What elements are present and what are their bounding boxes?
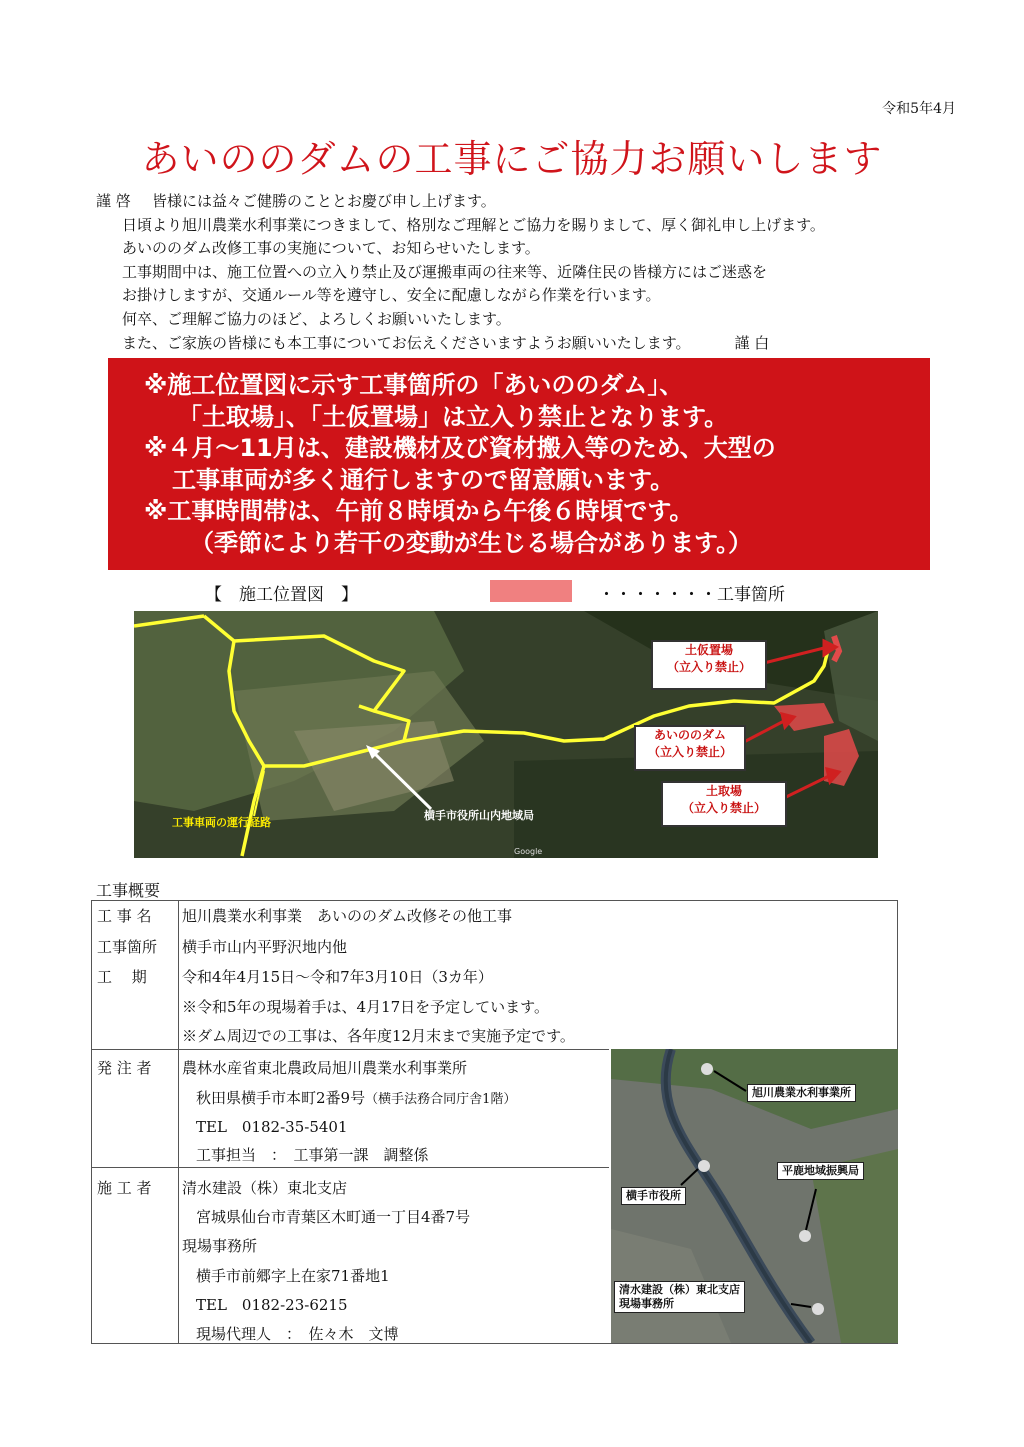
value-orderer: 農林水産省東北農政局旭川農業水利事業所 xyxy=(182,1059,468,1077)
notice-line: 工事車両が多く通行しますので留意願います。 xyxy=(172,465,675,494)
notice-line: 「土取場」、「土仮置場」は立入り禁止となります。 xyxy=(178,402,729,431)
letter-line: あいののダム改修工事の実施について、お知らせいたします。 xyxy=(122,239,540,258)
site-office-tel: TEL 0182-23-6215 xyxy=(196,1296,348,1314)
notice-line: ※施工位置図に示す工事箇所の「あいののダム」、 xyxy=(144,371,684,399)
table-divider xyxy=(92,1167,609,1168)
value-period: 令和4年4月15日～令和7年3月10日（3カ年） xyxy=(182,968,493,986)
office-label: 横手市役所山内地域局 xyxy=(424,809,534,822)
value-location: 横手市山内平野沢地内他 xyxy=(182,938,348,956)
letter-closing: 謹 白 xyxy=(734,333,770,352)
orderer-tel: TEL 0182-35-5401 xyxy=(196,1118,348,1136)
letter-line: また、ご家族の皆様にも本工事についてお伝えくださいますようお願いいたします。 謹 白 xyxy=(122,333,770,352)
letter-line: 何卒、ご理解ご協力のほど、よろしくお願いいたします。 xyxy=(122,309,511,328)
notice-line: （季節により若干の変動が生じる場合があります。） xyxy=(190,528,753,557)
callout-aino-dam: あいののダム （立入り禁止） xyxy=(634,725,746,771)
construction-location-map xyxy=(134,611,878,858)
site-office-address: 横手市前郷字上在家71番地1 xyxy=(196,1267,390,1285)
route-label: 工事車両の運行経路 xyxy=(172,816,271,829)
notice-box xyxy=(108,358,930,570)
period-note: ※ダム周辺での工事は、各年度12月末まで実施予定です。 xyxy=(182,1027,575,1045)
label-location: 工事箇所 xyxy=(97,938,158,956)
orderer-contact: 工事担当 ： 工事第一課 調整係 xyxy=(196,1146,429,1164)
label-contractor: 施 工 者 xyxy=(97,1179,152,1197)
google-watermark: Google xyxy=(514,847,543,856)
greeting-letter xyxy=(96,190,825,355)
page-title: あいののダムの工事にご協力お願いします xyxy=(141,137,883,181)
label-period: 工 期 xyxy=(97,968,147,986)
table-divider xyxy=(178,901,179,1343)
overview-heading: 工事概要 xyxy=(96,881,161,900)
callout-soil-storage: 土仮置場 （立入り禁止） xyxy=(651,640,767,690)
letter-line: 謹 啓 皆様には益々ご健勝のこととお慶び申し上げます。 xyxy=(96,190,825,214)
label-project-name: 工 事 名 xyxy=(97,907,152,925)
legend-construction-site: ・・・・・・・工事箇所 xyxy=(598,585,785,605)
office-location-map xyxy=(611,1049,898,1343)
period-note: ※令和5年の現場着手は、4月17日を予定しています。 xyxy=(182,998,549,1016)
legend-swatch xyxy=(490,580,572,602)
letter-line: 日頃より旭川農業水利事業につきまして、格別なご理解とご協力を賜りまして、厚く御礼申し上げます。 xyxy=(122,215,825,234)
map2-label-cityhall: 横手市役所 xyxy=(621,1187,686,1205)
notice-line: ※工事時間帯は、午前８時頃から午後６時頃です。 xyxy=(144,497,694,525)
value-contractor: 清水建設（株）東北支店 xyxy=(182,1179,348,1197)
letter-line: お掛けしますが、交通ルール等を遵守し、安全に配慮しながら作業を行います。 xyxy=(122,286,661,305)
map-title: 【 施工位置図 】 xyxy=(205,585,358,605)
issue-date: 令和5年4月 xyxy=(882,101,956,117)
letter-line: 工事期間中は、施工位置への立入り禁止及び運搬車両の往来等、近隣住民の皆様方にはご迷惑を xyxy=(122,262,768,281)
letter-opening: 謹 啓 xyxy=(96,192,131,210)
map2-label-contractor: 清水建設（株）東北支店 現場事務所 xyxy=(614,1281,745,1313)
site-agent: 現場代理人 ： 佐々木 文博 xyxy=(196,1325,399,1343)
contractor-address: 宮城県仙台市青葉区木町通一丁目4番7号 xyxy=(196,1208,471,1226)
label-orderer: 発 注 者 xyxy=(97,1059,152,1077)
orderer-address: 秋田県横手市本町2番9号（横手法務合同庁舎1階） xyxy=(196,1089,517,1107)
map2-label-office: 旭川農業水利事業所 xyxy=(747,1084,856,1102)
notice-line: ※４月～11月は、建設機材及び資材搬入等のため、大型の xyxy=(144,434,776,462)
callout-soil-pit: 土取場 （立入り禁止） xyxy=(661,781,787,827)
map2-label-hiraka: 平鹿地域振興局 xyxy=(777,1162,864,1180)
value-project-name: 旭川農業水利事業 あいののダム改修その他工事 xyxy=(182,907,513,925)
site-office-label: 現場事務所 xyxy=(182,1237,258,1255)
table-divider xyxy=(92,1049,609,1050)
